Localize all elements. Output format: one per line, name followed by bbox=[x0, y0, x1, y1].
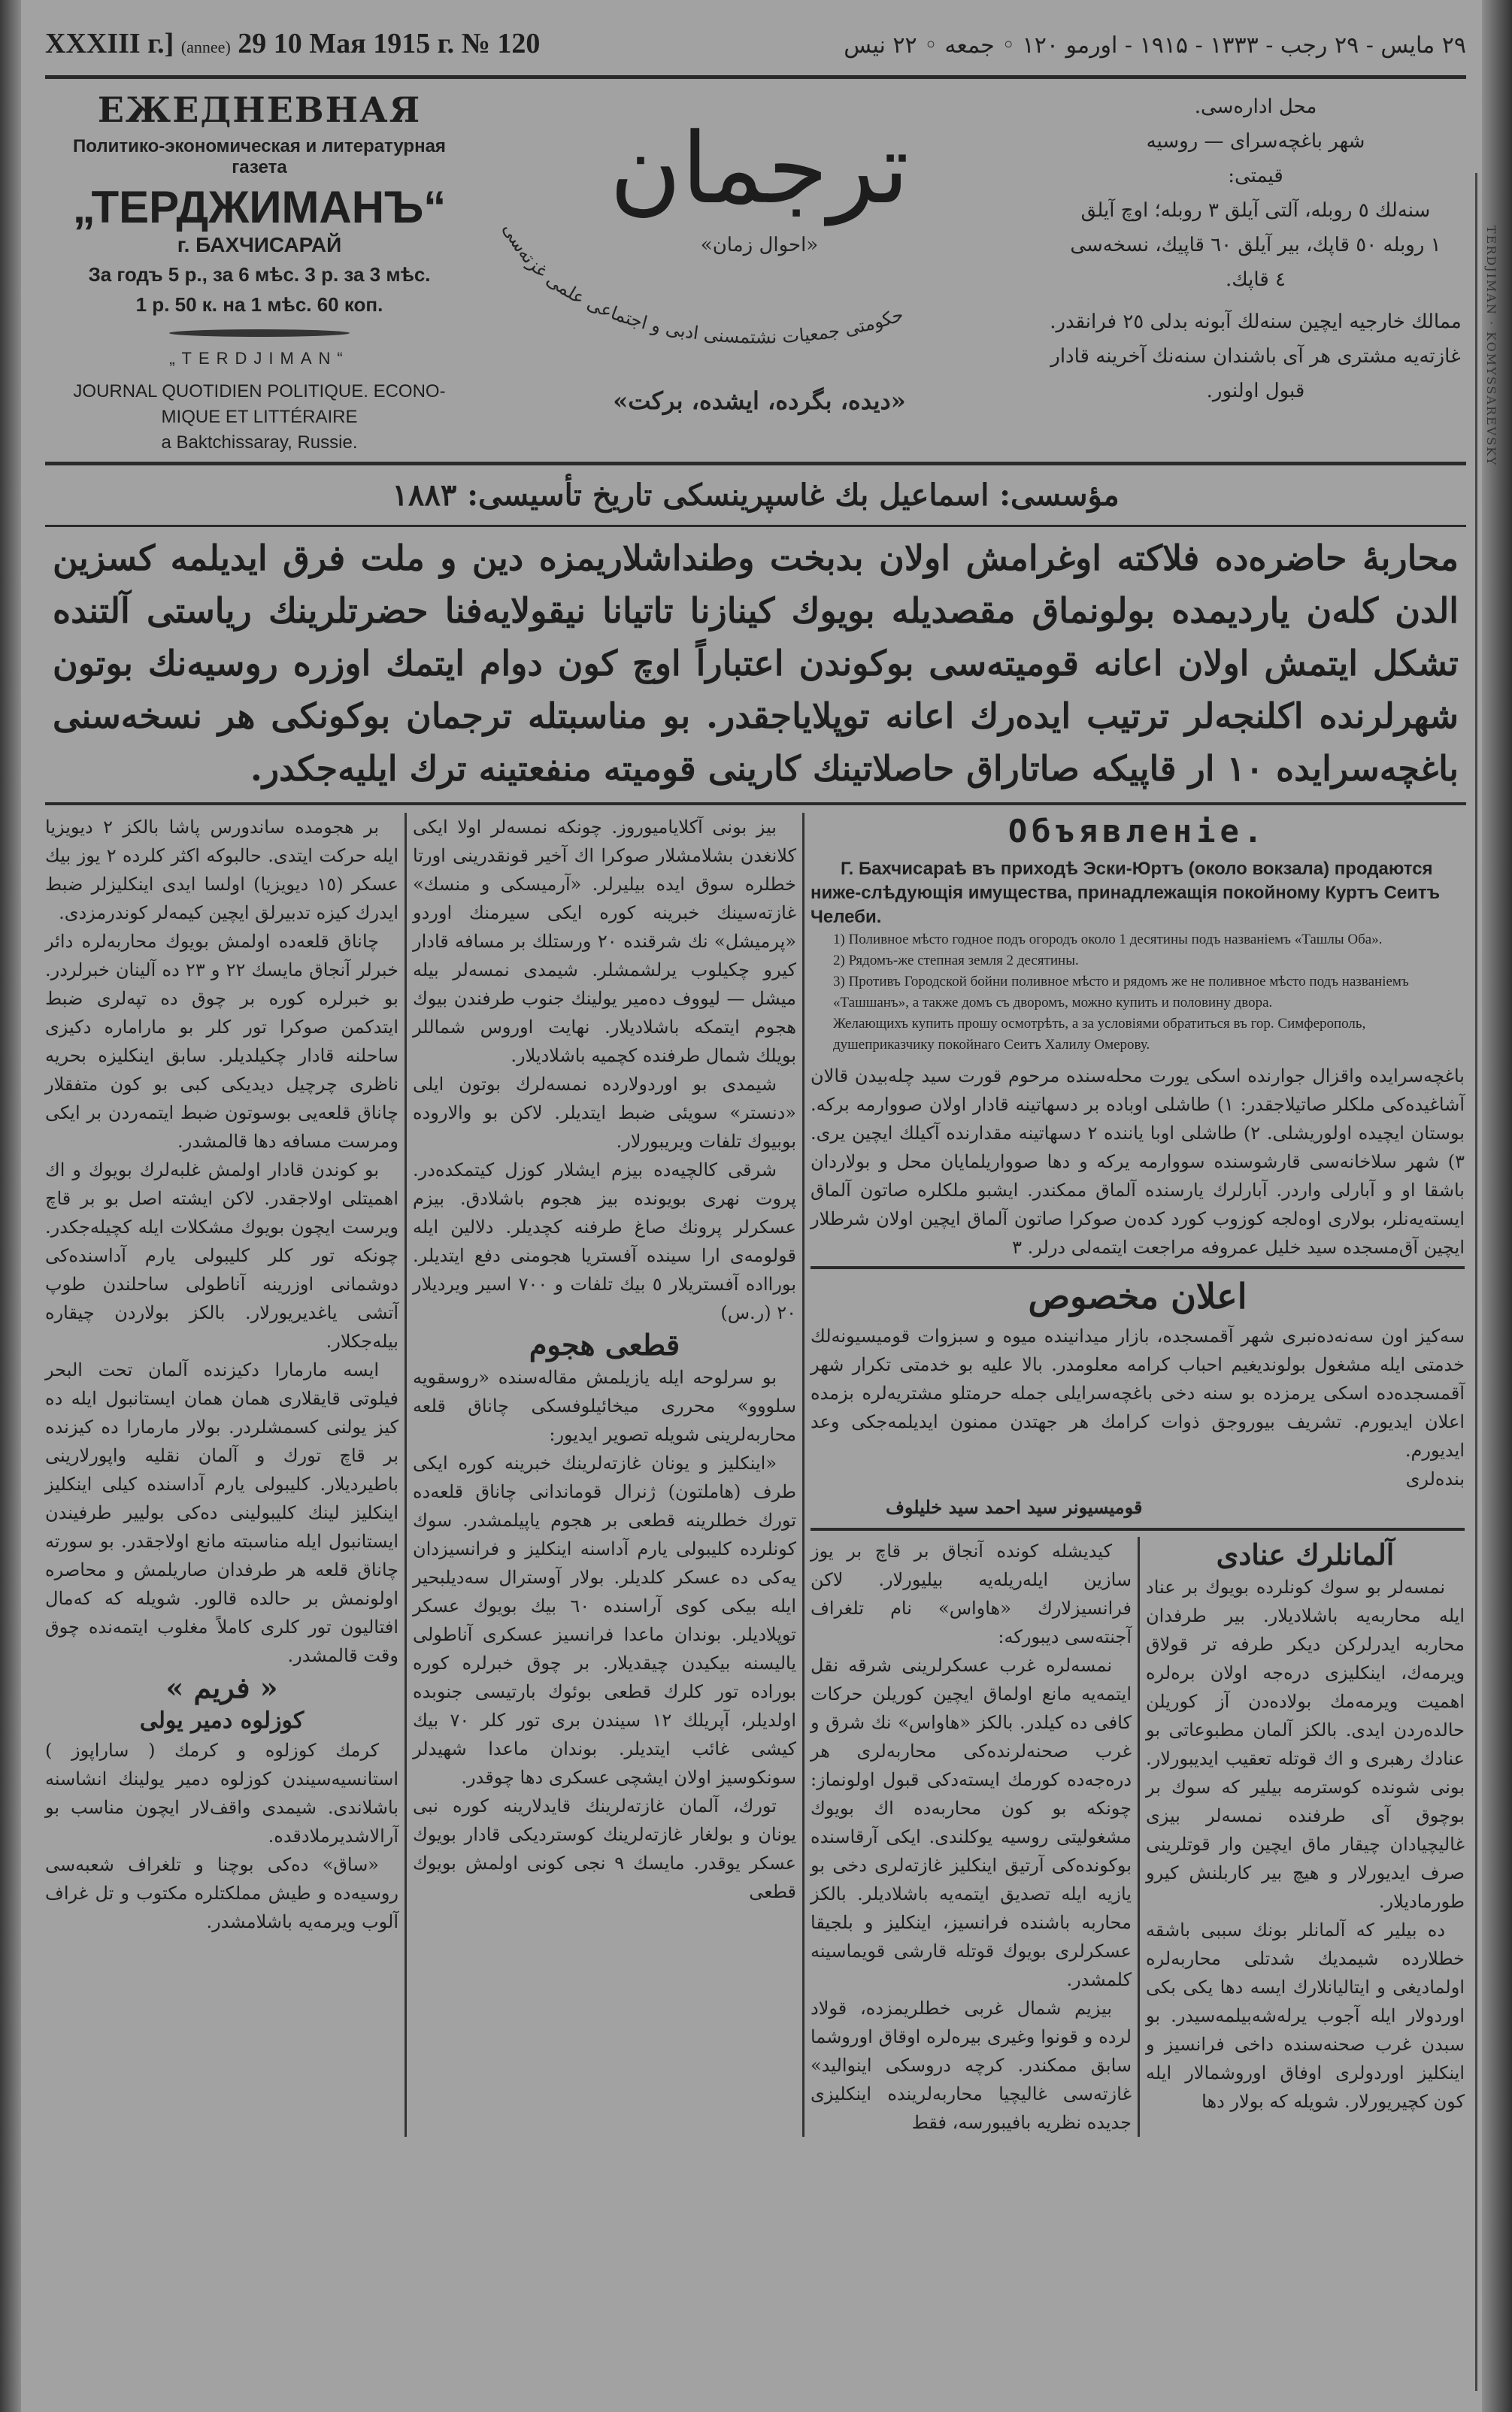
special-notice-signature: قوميسيونر سيد احمد سيد خليلوف bbox=[886, 1496, 1143, 1518]
announcement-contact: Желающихъ купить прошу осмотрѣть, а за условіями обратиться въ гор. Симферополь, душеприказчику покойнаго Сеитъ Халилу Омерову. bbox=[833, 1016, 1366, 1053]
column-1 bbox=[45, 813, 398, 2137]
special-notice-closing: بنده‌لری bbox=[1405, 1468, 1465, 1489]
paper-name-latin: „TERDJIMAN“ bbox=[169, 349, 350, 368]
french-subtitle-2: MIQUE ET LITTÉRAIRE bbox=[161, 407, 358, 427]
logo-motto-1: «احوال زمان» bbox=[700, 234, 819, 256]
body-columns bbox=[45, 805, 1466, 2137]
dateline-ottoman: ۲۹ مايس - ۲۹ رجب - ۱۳۳۳ - ۱۹۱۵ - اورمو ۱۲۰ ◦ جمعه ◦ ۲۲ نيس bbox=[844, 32, 1466, 59]
office-label: محل اداره‌سی. bbox=[1194, 95, 1317, 118]
french-subtitle-1: JOURNAL QUOTIDIEN POLITIQUE. ECONO- bbox=[73, 381, 446, 401]
article-paragraph: تورك، آلمان غازته‌لرينك قايدلارينه كوره نبی يونان و بولغار غازته‌لرينك كوسترديكی قادار بويوك عسكر يوقدر. مايسك ٩ نجی كونی اولمش بويوك قطعی bbox=[413, 1795, 796, 1902]
annee-label: (annee) bbox=[180, 38, 231, 56]
paper-subtitle: Политико-экономическая и литературная газета bbox=[73, 136, 446, 177]
special-notice-title: اعلان مخصوص bbox=[1028, 1276, 1247, 1317]
daily-label: ЕЖЕДНЕВНАЯ bbox=[97, 89, 422, 130]
date-russian: 10 Мая 1915 г. bbox=[273, 28, 455, 59]
ornament-divider bbox=[169, 329, 350, 337]
article-paragraph: بر هجومده ساندورس پاشا بالكز ٢ ديويزيا ايله حركت ايتدی. حالبوكه اكثر كلرده ٢ يوز بيك عسكر (١٥ ديويزيا) اولسا ايدی اينكليزلر ضبط ايدرك كيزه تدبيرلق ايچين كيمه‌لر كوندرمزدی. bbox=[45, 817, 398, 923]
article-paragraph: بو سرلوحه ايله يازيلمش مقاله‌سنده «روسقويه سلووو» محرری ميخائيلوفسكی چاناق قلعه محاربه‌لرينی شويله تصوير ايديور: bbox=[413, 1367, 796, 1445]
announcement-russian bbox=[811, 813, 1465, 1262]
announcement-item: 2) Рядомъ-же степная земля 2 десятины. bbox=[833, 953, 1079, 968]
article-paragraph: كيديشله كونده آنجاق بر قاچ بر يوز سازين ايله‌ريله‌يه بيليورلار. لاكن فرانسيزلارك «هاواس» نام تلغراف آجنته‌سی ديبوركه: bbox=[811, 1541, 1132, 1647]
article-heading-german-obstinacy: آلمانلرك عنادی bbox=[1216, 1538, 1395, 1571]
article-paragraph: بيزيم شمال غربی خطلريمزده، قولاد لرده و قونوا وغيری بيره‌لره اوقاق اوروشما سابق ممكندر. كرچه دروسكی اينوالید» غازته‌سی غاليچيا محاربه‌لرينده اينكليزی جديده نظريه بافيبورسه، فقط bbox=[811, 1998, 1132, 2133]
special-notice bbox=[811, 1269, 1465, 1528]
price-label: قيمتی: bbox=[1228, 165, 1283, 187]
article-heading-decisive-attack: قطعی هجوم bbox=[529, 1328, 680, 1362]
day-old-style: 29 bbox=[238, 28, 267, 59]
margin-rule bbox=[1475, 173, 1483, 2391]
foreign-price-1: ممالك خارجيه ايچين سنه‌لك آبونه بدلی ٢٥ فرانقدر. bbox=[1050, 311, 1462, 333]
issue-number: № 120 bbox=[461, 28, 541, 59]
article-paragraph: «ساق» ده‌كی بوچنا و تلغراف شعبه‌سی روسيه‌ده و طيش مملكتلره مكتوب و تل غراف آلوب ويرمه‌يه باشلامشدر. bbox=[45, 1854, 398, 1932]
announcement-item: 1) Поливное мѣсто годное подъ огородъ около 1 десятины подъ названіемъ «Ташлы Оба». bbox=[833, 932, 1383, 947]
article-paragraph: كرمك كوزلوه و كرمك ( ساراپوز ) استانسيه‌سيندن كوزلوه دمير يولينك انشاسنه باشلاندی. شيمدی واقف‌لار ايچون مناسب بو آرالاشديرملادقده. bbox=[45, 1740, 398, 1847]
logo-arc-text: حكومتی جمعیات نشتمسنی ادبی و اجتماعی علمی غزته‌سی bbox=[498, 220, 907, 348]
article-paragraph: ده بيلير كه آلمانلر بونك سببی باشقه خطلارده شيمديك شدتلی محاربه‌لره اولماديغی و ايتاليانلارك ايسه دها يكی بكی اوردولار ايله آجوب يرله‌شه‌بيلمه‌سيدر. بو سبدن غرب صحنه‌سنده داخی فرانسيز و اينكليز اوردولری اوفاق اوروشمالار ايله كون كچيريورلار. شويله كه بولار دها bbox=[1146, 1920, 1465, 2112]
announcement-ottoman: باغچه‌سرايده واقزال جوارنده اسكی يورت محله‌سنده مرحوم قورت سيد چله‌بيدن قالان آشاغيده‌كی ملكلر صاتيلاجقدر: ١) طاشلی اوباده بر دسهاتينه قادار اولان صووارمه بركه. بوستان ايچيده اولوريشلی. ٢) طاشلی اوبا ياننده ٢ دسهاتينه مقدارنده آكيلك ايچين يری. ٣) شهر سلاخانه‌سی قارشوسنده سووارمه يركه و دها صوواريلمايان محل و بولاردان باشقا او و آبارلی واردر. آبارلرك يارسنده آلماق ممكندر. ايشبو ملكلره صاتون آلماق ايسته‌يه‌نلر، بولاری اوه‌لجه كوزوب كورد كده‌ن صوكرا صاتون آلماق ايچين اولان شرطلار ايچين آق‌مسجده سيد خليل عمروفه مراجعت ايتمه‌لی درلر. ٣ bbox=[811, 1065, 1465, 1258]
office-address: شهر باغچه‌سرای — روسيه bbox=[1146, 130, 1365, 153]
founder-line: مؤسسی: اسماعيل بك غاسپرينسكی تاريخ تأسيسی: ١٨٨٣ bbox=[392, 477, 1120, 513]
paper-name-russian: „ТЕРДЖИМАНЪ“ bbox=[72, 182, 447, 232]
margin-strip-text: TERDJIMAN · KOMYSSAREVSKY bbox=[1484, 226, 1498, 467]
announcement-item: 3) Противъ Городской бойни поливное мѣсто и рядомъ же не поливное мѣсто подъ названіемъ «Ташшанъ», а также домъ съ дворомъ, можно купить и половину двора. bbox=[833, 974, 1409, 1011]
foreign-price-2: غازته‌يه مشتری هر آی باشندان سنه‌نك آخرينه قادار bbox=[1050, 345, 1461, 368]
masthead-russian bbox=[45, 89, 474, 454]
article-paragraph: شيمدی بو اوردولارده نمسه‌لرك بوتون ايلی «دنستر» سويئی ضبط ايتديلر. لاكن بو والاروده بوبيوك تلفات ويريبورلار. bbox=[413, 1074, 796, 1152]
french-location: a Baktchissaray, Russie. bbox=[161, 432, 358, 453]
lower-right-columns bbox=[811, 1531, 1465, 2137]
masthead-ottoman-info bbox=[1045, 89, 1466, 408]
column-3 bbox=[811, 1537, 1132, 2137]
announcement-title: Объявленіе. bbox=[1007, 813, 1268, 850]
article-paragraph: نمسه‌لره غرب عسكرلرينی شرقه نقل ايتمه‌يه مانع اولماق ايچين كوريلن حركات كافی ده كيلدر. بالكز «هاواس» نك شرق و غرب صحنه‌لرنده‌كی محاربه‌لری هر دره‌جه‌ده كورمك ايسته‌دكی قبول اولونماز: چونكه بو كون محاربه‌ده اك بويوك مشغوليتی روسيه يوكلندی. ايكی آرقاسنده بوكونده‌كی آرتيق اينكليز غازته‌لری دخی بو يازيه ايله تصديق ايتمه‌يه باشلاديلر. بالكز محاربه باشنده فرانسيز، اينكليز و بلجيقا عسكرلری بويوك قوتله قارشی قويماسينه كلمشدر. bbox=[811, 1655, 1132, 1990]
city-label: г. БАХЧИСАРАЙ bbox=[177, 233, 342, 256]
column-2 bbox=[413, 813, 796, 2137]
masthead bbox=[45, 79, 1466, 462]
article-paragraph: بيز بونی آكلاياميوروز. چونكه نمسه‌لر اولا ايكی كلانغدن بشلامشلار صوكرا اك آخير قونقدرينی اورتا خطلره سوق ايده بيليرلر. «آرميسكی و منسك» غازته‌سينك خبرينه كوره ايكی سيرمنك اوردو «پرميشل» نك شرقنده ٢٠ ورستلك بر مسافه قادار كيرو چكيلوب يرلشمشلر. شيمدی نمسه‌لر بيله ميشل — ليووف ده‌مير يولينك جنوب طرفندن بيوك هجوم ايتمكه باشلاديلار. نهايت اوروس شماللر بويلك شمال طرفنده كچميه باشلاديلار. bbox=[413, 817, 796, 1066]
article-paragraph: شرقی كالچيه‌ده بيزم ايشلار كوزل كيتمكده‌در. پروت نهری بويونده بيز هجوم باشلادق. بيزم عسكرلر پرونك صاغ طرفنه كچديلر. دلالين ايله قولومه‌ی ارا سينده آفستريا هجومنی دفع ايتديلر. بورااده آفستريلار ٥ بيك تلفات و ٧٠٠ اسير ويرديلار ٢٠ (ر.س) bbox=[413, 1159, 796, 1323]
announcement-intro: Г. Бахчисараѣ въ приходѣ Эски-Юртъ (около вокзала) продаются ниже-слѣдующія имущества, принадлежащія покойному Куртъ Сеитъ Челеби. bbox=[811, 859, 1441, 927]
column-4 bbox=[1146, 1537, 1465, 2137]
subscription-price-2: 1 р. 50 к. на 1 мѣс. 60 коп. bbox=[135, 293, 383, 316]
right-section bbox=[811, 813, 1465, 2137]
subscription-price-1: За годъ 5 р., за 6 мѣс. 3 р. за 3 мѣс. bbox=[88, 263, 431, 286]
section-heading-crimea: « فريم » bbox=[165, 1671, 278, 1704]
logo-motto-2: «ديده، بگرده، ايشده، بركت» bbox=[613, 386, 906, 415]
column-divider bbox=[405, 813, 407, 2137]
article-paragraph: ايسه مارمارا دكيزنده آلمان تحت البحر فيلوتی قايقلاری همان همان ايستانبول ايله ده كيز يولنی كسمشلردر. بولار مارمارا ده كيزنده بر قاچ تورك و آلمان نقليه واپورلارينی باطيرديلار. كليبولی يارم آداسنده كيلی اينكليز اينكليز لينك كليبولينی ده‌كی بوليير طرفيندن ايستانبول ايله مناسبته مانع اولاجقدر. بو سورته چاناق قلعه هر طرفدان صاريلمش و محاصره اولونمش بر حالده قالور. شويله كه كه‌مال افتاليون تور كلری كاملاً مغلوب ايتمه‌نده چوق وقت قالمشدر. bbox=[45, 1359, 398, 1666]
article-paragraph: «اينكليز و يونان غازته‌لرينك خبرينه كوره ايكی طرف (هاملتون) ژنرال قوماندانی چاناق قلعه‌ده تورك خطلرينه قطعی بر هجوم ياپيلمشدر. سوك كونلرده كليبولی يارم آداسنه اينكليز و فرانسيزدان يه‌كی ده عسكر كلديلر. بولار آوسترال سه‌ديلبحير ايله بيكی كوی آراسنده ٦٠ بيك بويوك عسكر توپلاديلر. بوندان ماعدا فرانسيز عسكری آناطولی ياليسنه بيكيدن چيقديلار. بر چوق خبرلره كوره بوراده تور كلرك قطعی بوئوك بارتيسی جنوبده اولديلر، آپريلك ١٢ سيندن بری تور كلر ٧٠ بيك كيشی غائب ايتديلر. بوندان ماعدا شهيدلر سونكوسيز اولان ايشچی عسكری دها چوقدر. bbox=[413, 1453, 797, 1788]
column-divider bbox=[802, 813, 804, 2137]
article-paragraph: چاناق قلعه‌ده اولمش بويوك محاربه‌لره دائر خبرلر آنجاق مايسك ٢٢ و ٢٣ ده آلينان خبرلردر. بو خبرلره كوره بر چوق ده تپه‌لری ضبط ايتدكمن صوكرا تور كلر بو ماراماره دكيزی ساحلنه قادار چكيلديلر. سابق اينكليزه بحريه ناظری چرچيل ديديكی كبی بو كون متفقلار چاناق قلعه‌يی بوسوتون ضبط ايتمه‌ردن بر ايكی ومرست مسافه دها قالمشدر. bbox=[45, 931, 398, 1152]
logo-title: ترجمان bbox=[609, 111, 910, 226]
article-paragraph: بو كوندن قادار اولمش غلبه‌لرك بويوك و اك اهميتلی اولاجقدر. لاكن ايشته اصل بو بر قاچ ويرست ايچون بويوك مشكلات ايله كچيله‌جكدر. چونكه تور كلر كليبولی يارم آداسنده‌كی دوشمانی اوزرينه آناطولی ساحلندن طوپ آتشی ياغديريورلار. بالكز بولاردن چيقاره بيله‌جكلار. bbox=[45, 1159, 398, 1352]
article-paragraph: نمسه‌لر بو سوك كونلرده بويوك بر عناد ايله محاربه‌يه باشلاديلار. بير طرفدان محاربه ايدرلركن ديكر طرفه تر قولاق ويرمه‌ك، اينكليزی دره‌جه اولان بره‌لره اهميت ويرمه‌مك بولاده‌دن آز كوريلن حالده‌ردن ايدی. بالكز آلمان مطبوعاتی بو عنادك رهبری و اك قوتله تعقيب ايديبورلار. بونی شونده كوسترمه بيلير كه سوك بر بوچوق آی طرفنده نمسه‌لر بيزی غاليچيادان چيقار ماق ايچين وار قوتلرينی صرف ايديورلار و هيچ بير كاربلنش كيرو طورماديلار. bbox=[1146, 1577, 1465, 1912]
dateline-russian bbox=[45, 27, 540, 60]
price-line-1: سنه‌لك ٥ روبله، آلتی آيلق ٣ روبله؛ اوچ آيلق bbox=[1080, 199, 1431, 222]
dateline bbox=[45, 27, 1466, 75]
column-divider bbox=[1138, 1537, 1140, 2137]
masthead-logo bbox=[481, 89, 1038, 420]
article-subheading: كوزلوه دمير يولی bbox=[139, 1707, 305, 1734]
year-label: XXXIII г.] bbox=[45, 28, 174, 59]
price-line-2: ١ روبله ٥٠ قاپك، بير آيلق ٦٠ قاپيك، نسخه‌سی bbox=[1070, 234, 1441, 256]
lead-notice: محاربهٔ حاضره‌ده فلاكته اوغرامش اولان بدبخت وطنداشلاريمزه دين و ملت فرق ايديلمه كسزين الدن كله‌ن ياردیمده بولونماق مقصديله بويوك كينازنا تاتيانا نيقولايه‌فنا حضرتلرينك رياستی آلتنده تشكل ايتمش اولان اعانه قوميته‌سی بوكوندن اعتباراً اوچ كون دوام ايتمك اوزره روسيه‌نك بوتون شهرلرنده اكلنجه‌لر ترتيب ايده‌رك اعانه توپلاياجقدر. بو مناسبتله ترجمان بوكونكی هر نسخه‌سنی باغچه‌سرايده ١٠ ار قاپيكه صاتاراق حاصلاتينك كارينی قوميته منفعتينه ترك ايليه‌جكدر. bbox=[53, 538, 1459, 789]
special-notice-body: سه‌كيز اون سه‌نه‌ده‌نبری شهر آقمسجده، بازار ميدانينده ميوه و سبزوات قوميسيونه‌لك خدمتی ايله مشغول بولونديغيم احباب كرامه معلومدر. بالا عليه بو خدمتی تكرار شهر آقمسجده‌ده اسكی يرمزده بو سنه دخی باغچه‌سرايلی جمله حرمتلو مشتريه‌لره بزمده اعلان ايديورم. تشريف بيوروجق ذوات كرامك هر جهتدن ممنون ايديلمه‌جكی وعد ايديورم. bbox=[811, 1326, 1465, 1461]
price-line-3: ٤ قاپك. bbox=[1226, 268, 1286, 291]
foreign-price-3: قبول اولنور. bbox=[1206, 380, 1305, 402]
